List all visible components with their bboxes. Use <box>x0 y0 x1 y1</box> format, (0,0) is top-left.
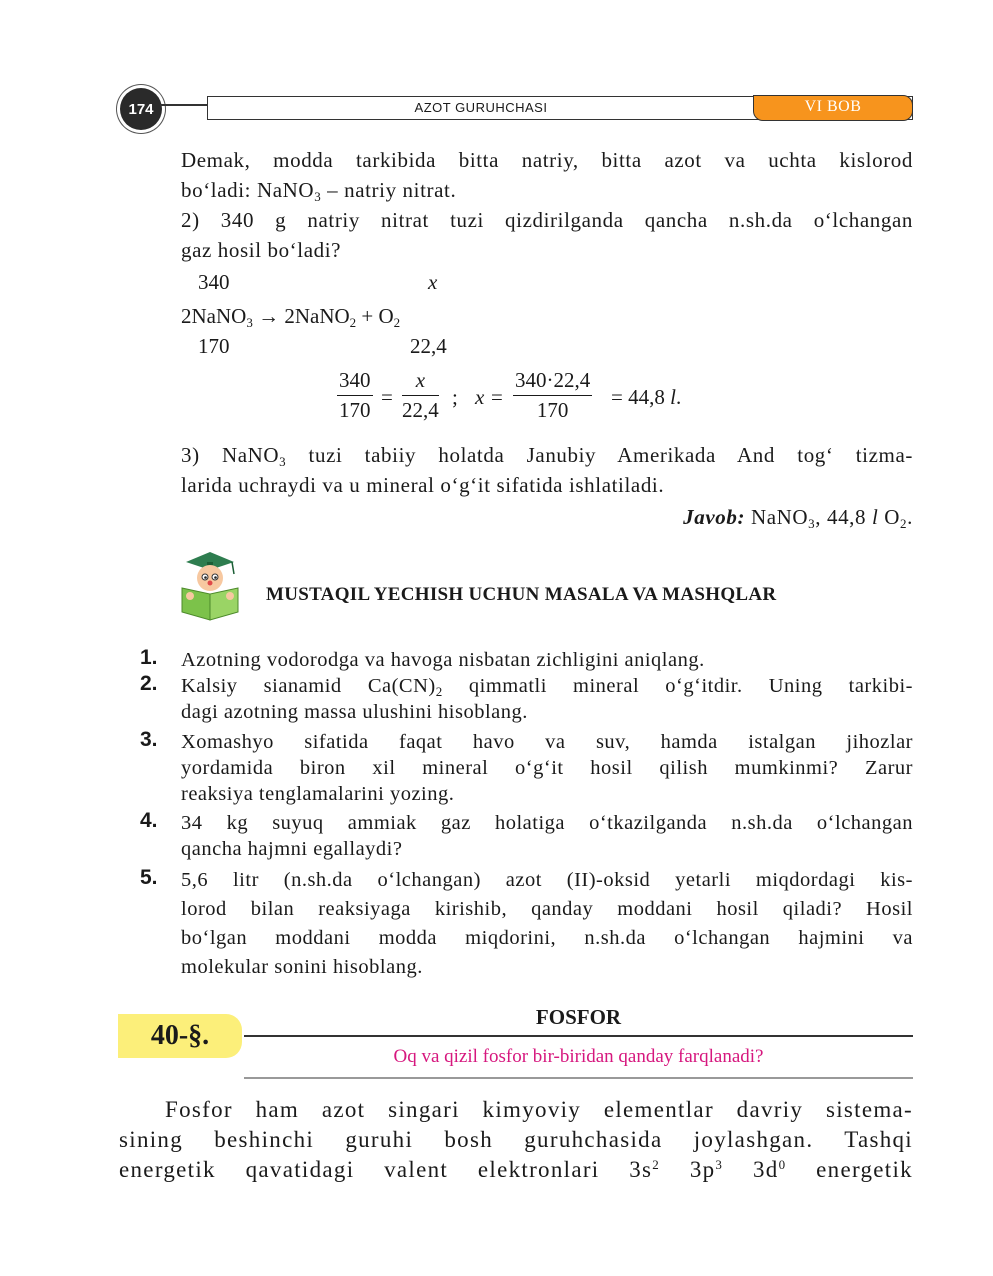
equation-unknown-label: x <box>428 270 438 294</box>
exercise-number: 4. <box>140 809 158 832</box>
exercise-text: Azotning vodorodga va havoga nisbatan zichligini aniqlang. <box>181 649 705 671</box>
exercise-text: Xomashyo sifatida faqat havo va suv, hamda istalgan jihozlar <box>181 731 913 753</box>
exercise-text: 34 kg suyuq ammiak gaz holatiga o‘tkazilganda n.sh.da o‘lchangan <box>181 812 913 834</box>
body-line: energetik qavatidagi valent elektronlari $3s^2$ $3p^3$ $3d^0$ energetik <box>119 1157 913 1182</box>
page-number: 174 <box>120 88 162 130</box>
section-title: FOSFOR <box>535 1005 622 1029</box>
text-line: Demak, modda tarkibida bitta natriy, bitta azot va uchta kislorod <box>181 148 913 172</box>
section-question: Oq va qizil fosfor bir-biridan qanday farqlanadi? <box>393 1046 764 1067</box>
exercise-text: 5,6 litr (n.sh.da o‘lchangan) azot (II)-oksid yetarli miqdordagi kis- <box>181 869 913 891</box>
reaction-equation: 2NaNO$_3$ → 2NaNO$_2$ + $O_2$ <box>181 304 401 330</box>
equation-molar-mass-label: 170 <box>198 334 230 358</box>
question-3-line: larida uchraydi va u mineral o‘g‘it sifatida ishlatiladi. <box>181 473 665 497</box>
semicolon: ; <box>452 385 458 409</box>
exercise-text: lorod bilan reaksiyaga kirishib, qanday moddani hosil qiladi? Hosil <box>181 898 913 920</box>
section-number-tag: 40-§. <box>118 1014 242 1058</box>
x-equals: x = <box>475 385 504 409</box>
exercise-text: molekular sonini hisoblang. <box>181 956 423 978</box>
fraction-x-22-4: x 22,4 <box>402 368 439 423</box>
body-line: sining beshinchi guruhi bosh guruhchasida joylashgan. Tashqi <box>119 1127 913 1152</box>
answer-line: Javob: NaNO$_3$, 44,8 l $O_2$. <box>683 505 913 531</box>
exercise-number: 3. <box>140 728 158 751</box>
body-line: Fosfor ham azot singari kimyoviy elementlar davriy sistema- <box>165 1097 913 1122</box>
exercise-text: qancha hajmni egallaydi? <box>181 838 403 860</box>
exercise-text: Kalsiy sianamid $Ca(CN)_2$ qimmatli mineral o‘g‘itdir. Uning tarkibi- <box>181 675 913 699</box>
equation-molar-volume-label: 22,4 <box>410 334 447 358</box>
exercise-text: yordamida biron xil mineral o‘g‘it hosil qilish mumkinmi? Zarur <box>181 757 913 779</box>
question-2-line: gaz hosil bo‘ladi? <box>181 238 342 262</box>
text-line: bo‘ladi: NaNO$_3$ – natriy nitrat. <box>181 178 457 204</box>
exercise-number: 1. <box>140 646 158 669</box>
running-title: AZOT GURUHCHASI <box>414 100 548 115</box>
student-reading-book-icon <box>178 548 242 622</box>
calculation-result: = 44,8 l. <box>611 385 682 409</box>
exercise-text: dagi azotning massa ulushini hisoblang. <box>181 701 528 723</box>
exercise-number: 5. <box>140 866 158 889</box>
exercise-text: bo‘lgan moddani modda miqdorini, n.sh.da o‘lchangan hajmini va <box>181 927 913 949</box>
fraction-product: 340·22,4 170 <box>515 368 591 423</box>
exercises-heading: MUSTAQIL YECHISH UCHUN MASALA VA MASHQLAR <box>266 584 777 605</box>
header-connector <box>160 104 208 106</box>
equals-sign: = <box>381 385 393 409</box>
exercise-text: reaksiya tenglamalarini yozing. <box>181 783 455 805</box>
exercise-number: 2. <box>140 672 158 695</box>
section-rule-top <box>244 1035 913 1037</box>
fraction-340-170: 340 170 <box>339 368 371 423</box>
question-3-line: 3) NaNO$_3$ tuzi tabiiy holatda Janubiy Amerikada And tog‘ tizma- <box>181 443 913 469</box>
question-2-line: 2) 340 g natriy nitrat tuzi qizdirilganda qancha n.sh.da o‘lchangan <box>181 208 913 232</box>
section-rule-bottom <box>244 1077 913 1079</box>
chapter-tab: VI BOB <box>753 95 913 121</box>
equation-mass-label: 340 <box>198 270 230 294</box>
